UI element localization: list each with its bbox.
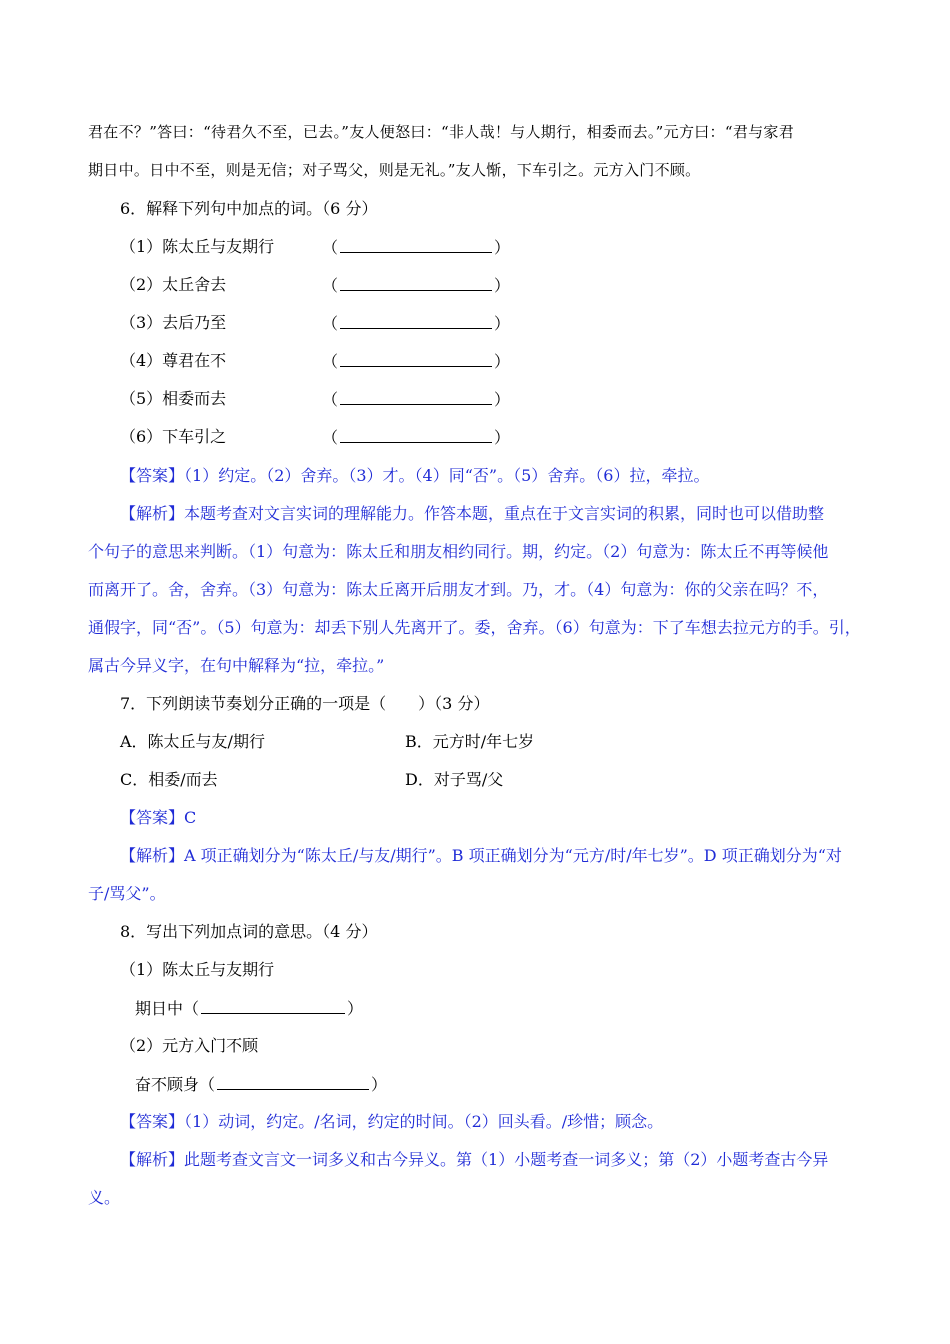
analysis-tag: 【解析】 xyxy=(120,504,185,523)
q6-item-4: （4）尊君在不 xyxy=(120,351,227,370)
q7-option-d[interactable]: D．对子骂/父 xyxy=(405,770,504,789)
q7-answer xyxy=(120,808,196,828)
analysis-tag: 【解析】 xyxy=(120,1150,185,1169)
q6-blank-1[interactable]: （ ） xyxy=(322,238,511,257)
q8-answer xyxy=(120,1112,663,1132)
q6-blank-2[interactable]: （ ） xyxy=(322,276,511,295)
passage-line-1: 君在不？”答曰：“待君久不至，已去。”友人便怒曰：“非人哉！与人期行，相委而去。”元方曰：“君与家君 xyxy=(88,123,795,141)
q6-analysis-line-4: 通假字，同“否”。（5）句意为：却丢下别人先离开了。委，舍弃。（6）句意为：下了车想去拉元方的手。引， xyxy=(88,618,861,637)
q7-analysis-line-1: 【解析】A 项正确划分为“陈太丘/与友/期行”。B 项正确划分为“元方/时/年七岁”。D 项正确划分为“对 xyxy=(120,846,842,865)
q7-stem: 7．下列朗读节奏划分正确的一项是（ ）（3 分） xyxy=(120,694,490,713)
q7-option-c[interactable]: C．相委/而去 xyxy=(120,770,218,789)
q6-item-3: （3）去后乃至 xyxy=(120,313,227,332)
q6-blank-6[interactable]: （ ） xyxy=(322,428,511,447)
q8-item-1: （1）陈太丘与友期行 xyxy=(120,960,275,979)
q6-stem: 6．解释下列句中加点的词。（6 分） xyxy=(120,199,378,218)
q6-item-2: （2）太丘舍去 xyxy=(120,275,227,294)
q7-option-a[interactable]: A．陈太丘与友/期行 xyxy=(120,732,265,751)
q8-item-1-blank[interactable]: 期日中（ ） xyxy=(135,999,364,1018)
q6-item-6: （6）下车引之 xyxy=(120,427,227,446)
q6-analysis-line-2: 个句子的意思来判断。（1）句意为：陈太丘和朋友相约同行。期，约定。（2）句意为：陈太丘不再等候他 xyxy=(88,542,829,561)
answer-tag: 【答案】 xyxy=(120,1112,185,1131)
q6-analysis-line-3: 而离开了。舍，舍弃。（3）句意为：陈太丘离开后朋友才到。乃，才。（4）句意为：你的父亲在吗？不， xyxy=(88,580,829,599)
q6-blank-5[interactable]: （ ） xyxy=(322,390,511,409)
q8-item-2: （2）元方入门不顾 xyxy=(120,1036,259,1055)
q6-item-5: （5）相委而去 xyxy=(120,389,227,408)
q7-analysis-line-2: 子/骂父”。 xyxy=(88,884,166,903)
q6-answer-text: （1）约定。（2）舍弃。（3）才。（4）同“否”。（5）舍弃。（6）拉，牵拉。 xyxy=(184,466,710,485)
q8-stem: 8．写出下列加点词的意思。（4 分） xyxy=(120,922,378,941)
q8-answer-text: （1）动词，约定。/名词，约定的时间。（2）回头看。/珍惜；顾念。 xyxy=(184,1112,664,1131)
q6-answer xyxy=(120,466,709,486)
analysis-tag: 【解析】 xyxy=(120,846,185,865)
q6-blank-3[interactable]: （ ） xyxy=(322,314,511,333)
q6-blank-4[interactable]: （ ） xyxy=(322,352,511,371)
q6-analysis-line-5: 属古今异义字，在句中解释为“拉，牵拉。” xyxy=(88,656,385,675)
q6-analysis-line-1: 【解析】本题考查对文言实词的理解能力。作答本题，重点在于文言实词的积累，同时也可以借助整 xyxy=(120,504,825,523)
passage-line-2: 期日中。日中不至，则是无信；对子骂父，则是无礼。”友人惭，下车引之。元方入门不顾。 xyxy=(88,161,701,179)
q8-item-2-blank[interactable]: 奋不顾身（ ） xyxy=(135,1075,388,1094)
q8-analysis-line-1: 【解析】此题考查文言文一词多义和古今异义。第（1）小题考查一词多义；第（2）小题考查古今异 xyxy=(120,1150,829,1169)
q7-option-b[interactable]: B．元方时/年七岁 xyxy=(405,732,535,751)
q7-answer-text: C xyxy=(184,808,197,827)
answer-tag: 【答案】 xyxy=(120,808,185,827)
q6-item-1: （1）陈太丘与友期行 xyxy=(120,237,275,256)
answer-tag: 【答案】 xyxy=(120,466,185,485)
q8-analysis-line-2: 义。 xyxy=(88,1188,121,1207)
